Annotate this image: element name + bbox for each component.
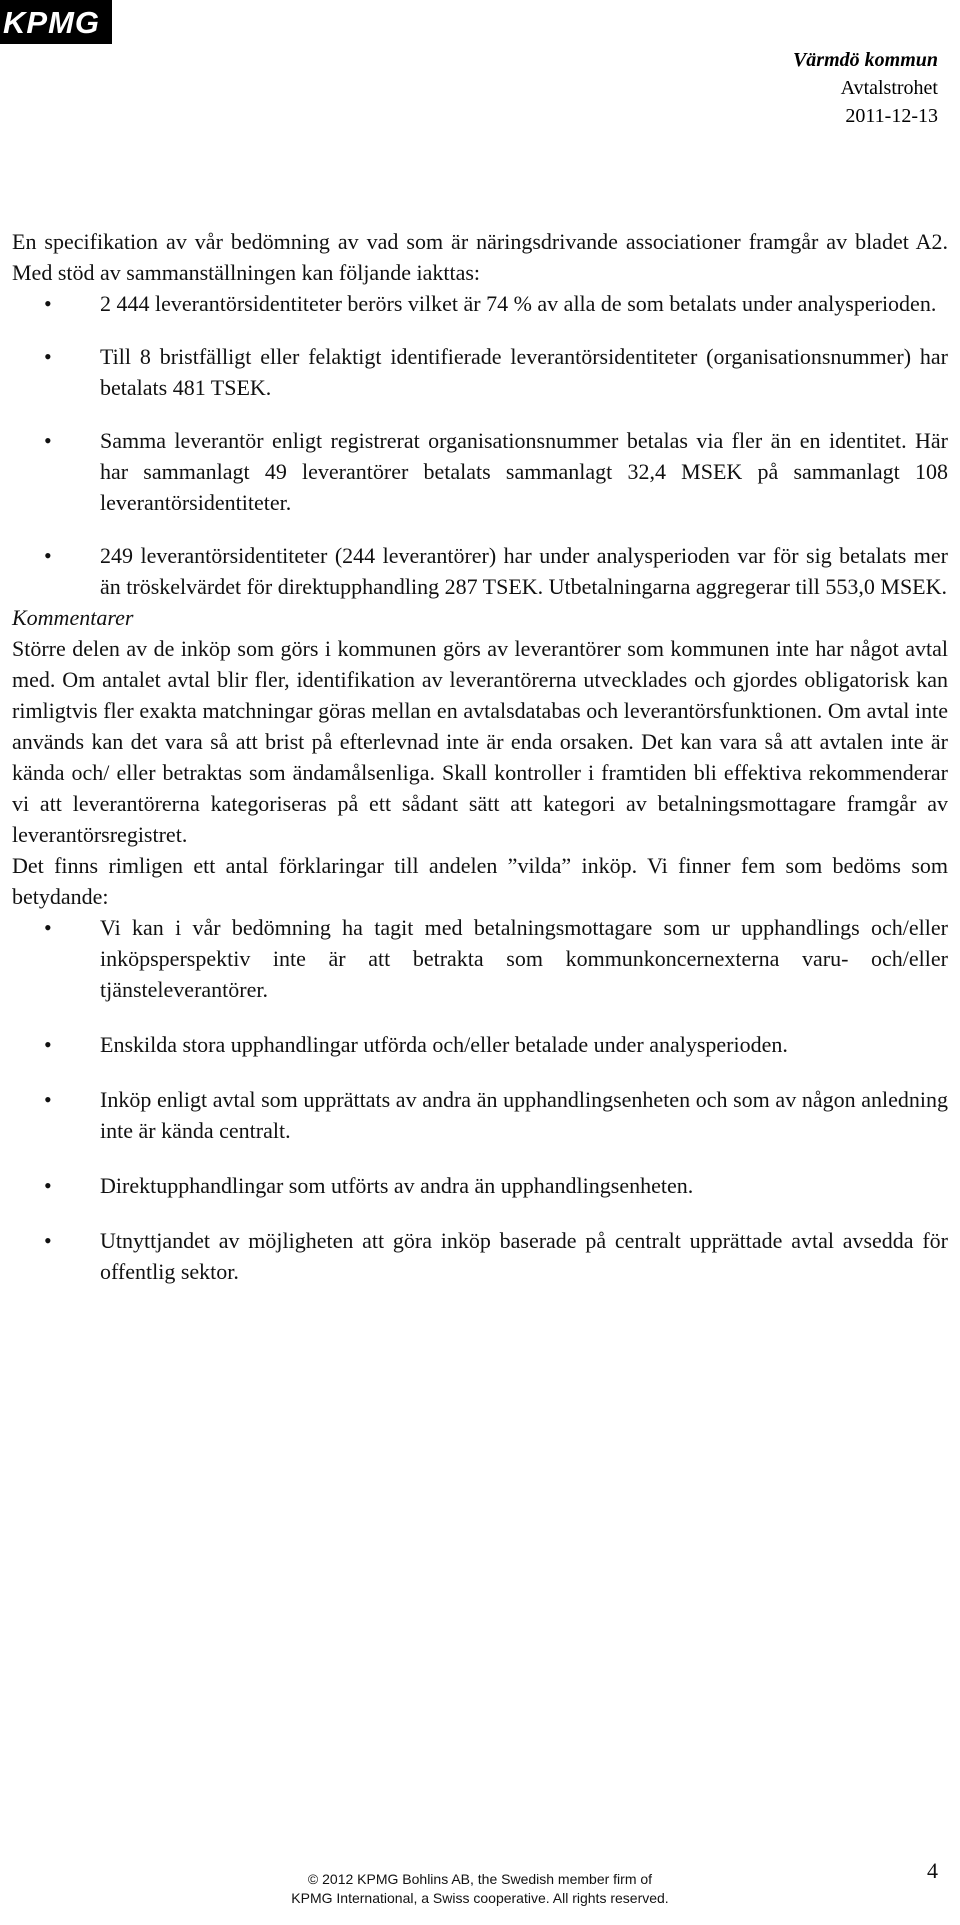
list-item: • Till 8 bristfälligt eller felaktigt identifierade leverantörsidentiteter (organisationsnummer) har betalats 481 TSEK. (12, 341, 948, 403)
explanations-list (12, 912, 948, 1287)
logo-text: KPMG (3, 5, 100, 40)
document-body (12, 226, 948, 1287)
kpmg-logo (0, 0, 112, 44)
list-item: • Vi kan i vår bedömning ha tagit med betalningsmottagare som ur upphandlings och/eller inköpsperspektiv inte är att betrakta som kommunkoncernexterna varu- och/eller tjänsteleverantörer. (12, 912, 948, 1005)
list-item: • 2 444 leverantörsidentiteter berörs vilket är 74 % av alla de som betalats under analysperioden. (12, 288, 948, 319)
header-date: 2011-12-13 (845, 105, 938, 127)
footer-copyright-line-1: © 2012 KPMG Bohlins AB, the Swedish member firm of (307, 1871, 653, 1887)
list-item: • Direktupphandlingar som utförts av andra än upphandlingsenheten. (12, 1170, 948, 1201)
header-document-title: Avtalstrohet (840, 77, 938, 99)
explanations-intro-paragraph: Det finns rimligen ett antal förklaringar till andelen ”vilda” inköp. Vi finner fem som bedöms som betydande: (12, 853, 948, 909)
findings-list (12, 288, 948, 602)
list-item: • 249 leverantörsidentiteter (244 leverantörer) har under analysperioden var för sig betalats mer än tröskelvärdet för direktupphandling 287 TSEK. Utbetalningarna aggregerar till 553,0 MSEK. (12, 540, 948, 602)
list-item: • Utnyttjandet av möjligheten att göra inköp baserade på centralt upprättade avtal avsedda för offentlig sektor. (12, 1225, 948, 1287)
page-header (793, 46, 938, 130)
comments-paragraph: Större delen av de inköp som görs i kommunen görs av leverantörer som kommunen inte har något avtal med. Om antalet avtal blir fler, identifikation av leverantörerna utvecklades och gjordes obligatorisk kan rimligtvis fler exakta matchningar göras mellan en avtalsdatabas och leverantörsfunktionen. Om avtal inte används kan det vara så att brist på efterlevnad inte är enda orsaken. Det kan vara så att avtalen inte är kända och/ eller betraktas som ändamålsenliga. Skall kontroller i framtiden bli effektiva rekommenderar vi att leverantörerna kategoriseras på ett sådant sätt att kategori av betalningsmottagare framgår av leverantörsregistret. (12, 636, 948, 847)
page-footer (0, 1870, 960, 1908)
list-item: • Samma leverantör enligt registrerat organisationsnummer betalas via fler än en identitet. Här har sammanlagt 49 leverantörer betalats sammanlagt 32,4 MSEK på sammanlagt 108 leverantörsidentiteter. (12, 425, 948, 518)
intro-paragraph: En specifikation av vår bedömning av vad som är näringsdrivande associationer framgår av bladet A2. Med stöd av sammanställningen kan följande iakttas: (12, 229, 948, 285)
comments-heading: Kommentarer (12, 605, 134, 630)
footer-copyright-line-2: KPMG International, a Swiss cooperative. All rights reserved. (291, 1890, 669, 1906)
page-number: 4 (927, 1858, 938, 1883)
list-item: • Inköp enligt avtal som upprättats av andra än upphandlingsenheten och som av någon anledning inte är kända centralt. (12, 1084, 948, 1146)
list-item: • Enskilda stora upphandlingar utförda och/eller betalade under analysperioden. (12, 1029, 948, 1060)
header-company: Värmdö kommun (792, 49, 938, 71)
